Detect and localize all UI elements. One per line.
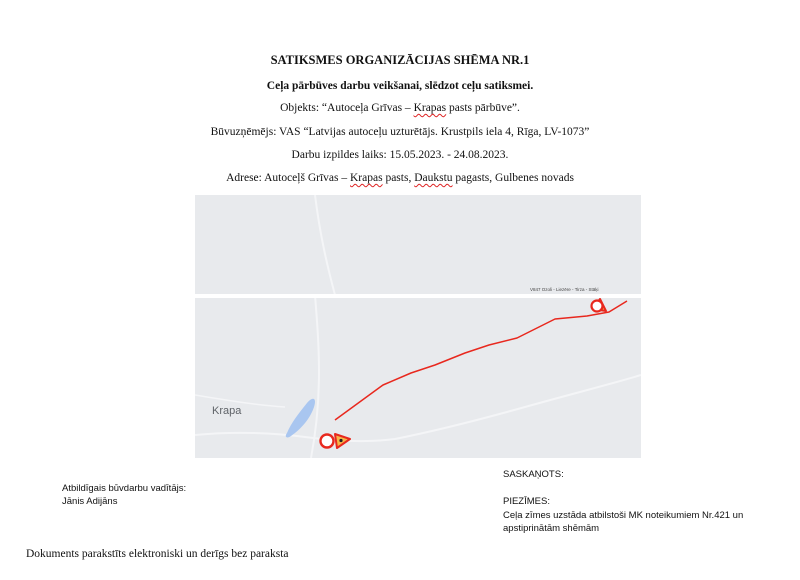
no-entry-sign-icon — [592, 301, 603, 312]
roadworks-worker-icon — [339, 439, 342, 442]
responsible-name: Jānis Adijāns — [62, 496, 118, 507]
object-line — [0, 102, 800, 114]
notes-text-line-2: apstiprinātām shēmām — [503, 523, 600, 534]
address-daukstu: Daukstu — [414, 172, 453, 184]
document-subtitle: Ceļa pārbūves darbu veikšanai, slēdzot ceļu satiksmei. — [266, 80, 534, 92]
object-suffix: pasts pārbūve”. — [446, 102, 520, 114]
contractor-line: Būvuzņēmējs: VAS “Latvijas autoceļu uzturētājs. Krustpils iela 4, Rīga, LV-1073” — [210, 126, 590, 138]
map-svg — [195, 195, 641, 458]
address-mid: pasts, — [382, 172, 415, 184]
approved-label: SASKAŅOTS: — [503, 469, 564, 480]
map-background — [195, 195, 641, 458]
address-suffix: pagasts, Gulbenes novads — [452, 172, 574, 184]
place-label-krapa: Krapa — [212, 405, 242, 417]
object-prefix: Objekts: “Autoceļa Grīvas – — [280, 102, 414, 114]
notes-text-line-1: Ceļa zīmes uzstāda atbilstoši MK noteikumiem Nr.421 un — [503, 510, 744, 521]
object-krapas: Krapas — [413, 102, 447, 114]
document-title: SATIKSMES ORGANIZĀCIJAS SHĒMA NR.1 — [270, 53, 530, 67]
address-krapas: Krapas — [350, 172, 383, 184]
road-label: V847 Ozoli - Liezēre - Tirza - Stāķi — [530, 287, 599, 292]
footer-note: Dokuments parakstīts elektroniski un derīgs bez paraksta — [26, 548, 289, 560]
address-line — [0, 172, 800, 184]
traffic-scheme-map — [195, 195, 641, 458]
main-road — [195, 294, 641, 298]
no-entry-sign-icon — [321, 435, 334, 448]
notes-label: PIEZĪMES: — [503, 496, 550, 507]
dates-line: Darbu izpildes laiks: 15.05.2023. - 24.08.2023. — [291, 149, 509, 161]
responsible-label: Atbildīgais būvdarbu vadītājs: — [62, 483, 187, 494]
address-prefix: Adrese: Autoceļš Grīvas – — [226, 172, 350, 184]
